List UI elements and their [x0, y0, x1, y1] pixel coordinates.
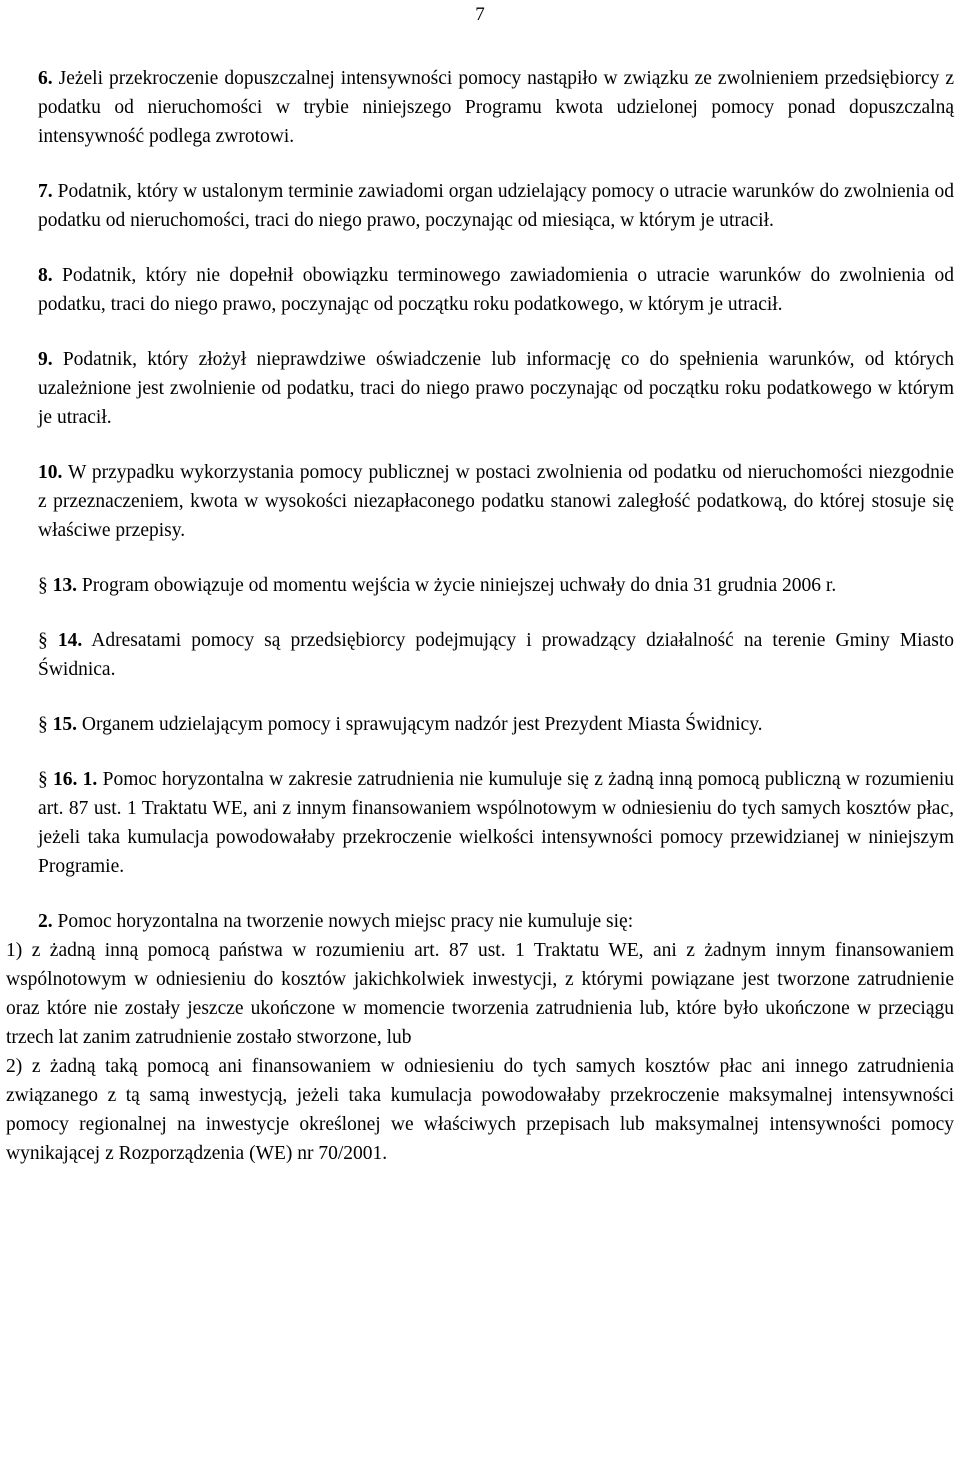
paragraph-number: 16. 1.	[53, 769, 98, 790]
paragraph-text: Pomoc horyzontalna na tworzenie nowych miejsc pracy nie kumuluje się:	[57, 911, 634, 932]
document-body	[6, 64, 954, 1168]
list-item-2: 2) z żadną taką pomocą ani finansowaniem w odniesieniu do tych samych kosztów płac ani innego zatrudnienia związanego z tą samą inwestycją, jeżeli taka kumulacja powodowałaby przekroczenie maksymalnej intensywności pomocy regionalnej na inwestycje określonej we właściwych przepisach lub maksymalnej intensywności pomocy wynikającej z Rozporządzenia (WE) nr 70/2001.	[6, 1056, 954, 1164]
paragraph-text: Adresatami pomocy są przedsiębiorcy podejmujący i prowadzący działalność na terenie Gminy Miasto Świdnica.	[38, 630, 954, 680]
page-number: 7	[475, 4, 485, 25]
paragraph-number: 2.	[38, 911, 53, 932]
paragraph-number: 8.	[38, 265, 53, 286]
paragraph-number: 7.	[38, 181, 53, 202]
paragraph-text: Jeżeli przekroczenie dopuszczalnej intensywności pomocy nastąpiło w związku ze zwolnieniem przedsiębiorcy z podatku od nieruchomości w trybie niniejszego Programu kwota udzielonej pomocy ponad dopuszczalną intensywność podlega zwrotowi.	[38, 68, 955, 147]
section-sign: §	[38, 714, 48, 735]
section-sign: §	[38, 575, 48, 596]
section-sign: §	[38, 630, 48, 651]
paragraph-8	[6, 261, 954, 319]
section-15	[6, 710, 954, 739]
paragraph-text: Organem udzielającym pomocy i sprawującym nadzór jest Prezydent Miasta Świdnicy.	[81, 714, 763, 735]
section-14	[6, 626, 954, 684]
paragraph-text: Podatnik, który nie dopełnił obowiązku terminowego zawiadomienia o utracie warunków do zwolnienia od podatku, traci do niego prawo, poczynając od początku roku podatkowego, w którym je utracił.	[38, 265, 955, 315]
paragraph-text: Program obowiązuje od momentu wejścia w życie niniejszej uchwały do dnia 31 grudnia 2006 r.	[81, 575, 837, 596]
paragraph-7	[6, 177, 954, 235]
paragraph-10	[6, 458, 954, 545]
paragraph-number: 15.	[52, 714, 77, 735]
section-16-point-2	[6, 907, 954, 936]
paragraph-number: 10.	[38, 462, 63, 483]
paragraph-number: 9.	[38, 349, 53, 370]
paragraph-6	[6, 64, 954, 151]
paragraph-text: Podatnik, który złożył nieprawdziwe oświadczenie lub informację co do spełnienia warunków, od których uzależnione jest zwolnienie od podatku, traci do niego prawo poczynając od początku roku podatkowego w którym je utracił.	[38, 349, 954, 428]
list-item-1: 1) z żadną inną pomocą państwa w rozumieniu art. 87 ust. 1 Traktatu WE, ani z żadnym innym finansowaniem wspólnotowym w odniesieniu do kosztów jakichkolwiek inwestycji, z którymi powiązane jest tworzone zatrudnienie oraz które nie zostały jeszcze ukończone w momencie tworzenia zatrudnienia lub, które było ukończone w przeciągu trzech lat zanim zatrudnienie zostało stworzone, lub	[6, 940, 954, 1048]
section-16-point-1	[6, 765, 954, 881]
paragraph-text: Podatnik, który w ustalonym terminie zawiadomi organ udzielający pomocy o utracie warunków do zwolnienia od podatku od nieruchomości, traci do niego prawo, poczynając od miesiąca, w którym je utracił.	[38, 181, 954, 231]
paragraph-number: 6.	[38, 68, 53, 89]
paragraph-text: Pomoc horyzontalna w zakresie zatrudnienia nie kumuluje się z żadną inną pomocą publiczną w rozumieniu art. 87 ust. 1 Traktatu WE, ani z innym finansowaniem wspólnotowym w odniesieniu do tych samych kosztów płac, jeżeli taka kumulacja powodowałaby przekroczenie wielkości intensywności pomocy przewidzianej w niniejszym Programie.	[38, 769, 955, 877]
section-13	[6, 571, 954, 600]
section-sign: §	[38, 769, 48, 790]
paragraph-number: 13.	[52, 575, 77, 596]
paragraph-text: W przypadku wykorzystania pomocy publicznej w postaci zwolnienia od podatku od nieruchomości niezgodnie z przeznaczeniem, kwota w wysokości niezapłaconego podatku stanowi zaległość podatkową, do której stosuje się właściwe przepisy.	[38, 462, 954, 541]
paragraph-9	[6, 345, 954, 432]
paragraph-number: 14.	[57, 630, 83, 651]
